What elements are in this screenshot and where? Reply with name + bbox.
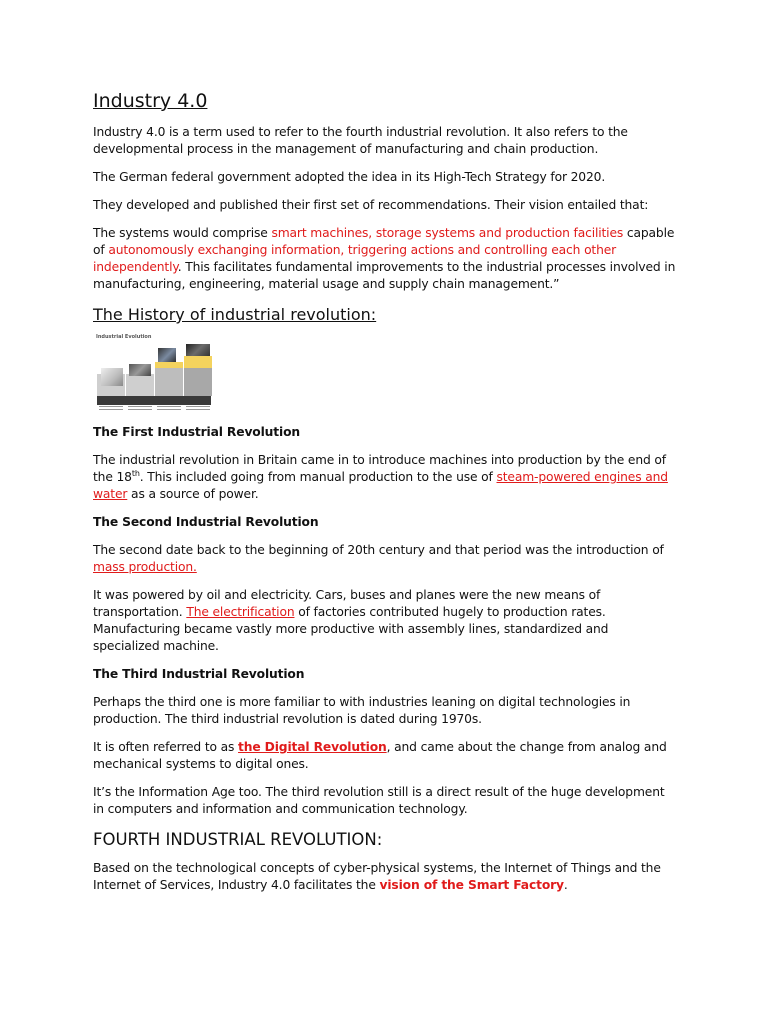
vision-suffix: . This facilitates fundamental improvements to the industrial processes involved in manufacturing, engineering, material usage and supply chain management.” [93, 260, 676, 291]
second-p2-rest: of factories contributed hugely to production rates. Manufacturing became vastly more productive with assembly lines, standardized and specialized machine. [93, 605, 609, 653]
figure-title: Industrial Evolution [96, 334, 152, 340]
intro-paragraph-2: The German federal government adopted the idea in its High-Tech Strategy for 2020. [93, 170, 606, 184]
first-revolution-heading: The First Industrial Revolution [93, 425, 300, 439]
figure-photo-2 [129, 364, 151, 376]
second-p2-text: It was powered by oil and electricity. Cars, buses and planes were the new means of transportation. [93, 588, 601, 619]
figure-timeline-bar [97, 396, 211, 405]
figure-step-2 [126, 374, 154, 396]
figure-caption-1 [99, 406, 123, 412]
electrification-link[interactable]: The electrification [186, 605, 295, 619]
fourth-p1-text: Based on the technological concepts of cyber-physical systems, the Internet of Things and the Internet of Services, Industry 4.0 facilitates the [93, 861, 661, 892]
first-text-c: as a source of power. [127, 487, 259, 501]
intro-paragraph-1: Industry 4.0 is a term used to refer to the fourth industrial revolution. It also refers to the developmental process in the management of manufacturing and chain production. [93, 125, 628, 156]
third-p2-rest: , and came about the change from analog and mechanical systems to digital ones. [93, 740, 667, 771]
third-revolution-paragraph-2 [93, 739, 678, 773]
vision-highlight-1: smart machines, storage systems and production facilities [271, 226, 624, 240]
second-p1-text: The second date back to the beginning of 20th century and that period was the introduction of [93, 543, 664, 557]
figure-photo-1 [101, 368, 123, 386]
figure-caption-4 [186, 406, 210, 412]
figure-caption-2 [128, 406, 152, 412]
third-revolution-paragraph-1: Perhaps the third one is more familiar to with industries leaning on digital technologies in production. The third industrial revolution is dated during 1970s. [93, 695, 631, 726]
second-revolution-paragraph-1 [93, 542, 678, 576]
smart-factory-highlight: vision of the Smart Factory [379, 878, 564, 892]
figure-photo-4 [186, 344, 210, 356]
fourth-p1-end: . [563, 878, 568, 892]
third-revolution-paragraph-3: It’s the Information Age too. The third revolution still is a direct result of the huge development in computers and information and communication technology. [93, 785, 665, 816]
mass-production-link[interactable]: mass production. [93, 560, 197, 574]
figure-highlight-4 [184, 356, 212, 368]
fourth-revolution-paragraph [93, 860, 678, 894]
third-revolution-heading: The Third Industrial Revolution [93, 667, 305, 681]
first-text-a: The industrial revolution in Britain came in to introduce machines into production by the end of the 18 [93, 453, 666, 484]
first-text-b: . This included going from manual production to the use of [139, 470, 497, 484]
page-title: Industry 4.0 [93, 90, 208, 112]
first-revolution-paragraph [93, 452, 678, 503]
figure-highlight-3 [155, 362, 183, 368]
figure-step-3 [155, 368, 183, 396]
history-heading: The History of industrial revolution: [93, 305, 377, 324]
vision-prefix: The systems would comprise [93, 226, 272, 240]
vision-mid: capable of [93, 226, 675, 257]
digital-revolution-link[interactable]: the Digital Revolution [238, 740, 387, 754]
second-revolution-heading: The Second Industrial Revolution [93, 515, 319, 529]
document-body [93, 88, 678, 905]
second-revolution-paragraph-2 [93, 587, 678, 655]
steam-engines-link[interactable]: steam-powered engines and water [93, 470, 668, 501]
third-p2-text: It is often referred to as [93, 740, 239, 754]
figure-caption-3 [157, 406, 181, 412]
industrial-evolution-figure [95, 334, 217, 414]
first-superscript: th [131, 468, 140, 478]
intro-paragraph-3: They developed and published their first set of recommendations. Their vision entailed that: [93, 198, 649, 212]
fourth-revolution-heading: FOURTH INDUSTRIAL REVOLUTION: [93, 830, 383, 849]
vision-highlight-2: autonomously exchanging information, triggering actions and controlling each other independently [93, 243, 617, 274]
vision-paragraph [93, 225, 678, 293]
figure-step-4 [184, 368, 212, 396]
